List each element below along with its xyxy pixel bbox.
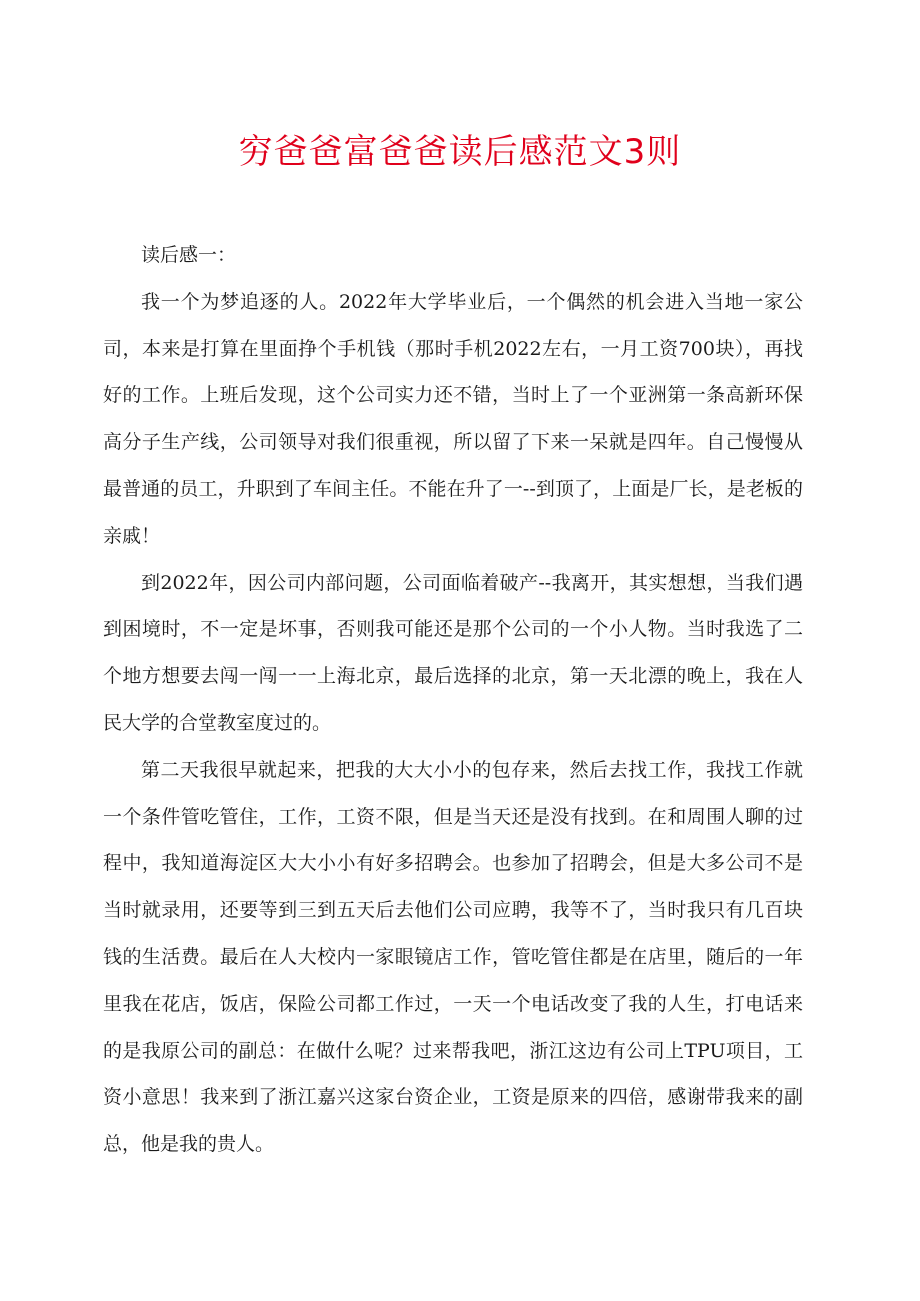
section-label: 读后感一： — [141, 244, 237, 266]
paragraph-3: 第二天我很早就起来，把我的大大小小的包存来，然后去找工作，我找工作就一个条件管吃管住，工作，工资不限，但是当天还是没有找到。在和周围人聊的过程中，我知道海淀区大大小小有好多招聘会。也参加了招聘会，但是大多公司不是当时就录用，还要等到三到五天后去他们公司应聘，我等不了，当时我只有几百块钱的生活费。最后在人大校内一家眼镜店工作，管吃管住都是在店里，随后的一年里我在花店，饭店，保险公司都工作过，一天一个电话改变了我的人生，打电话来的是我原公司的副总：在做什么呢？过来帮我吧，浙江这边有公司上TPU项目，工资小意思！我来到了浙江嘉兴这家台资企业，工资是原来的四倍，感谢带我来的副总，他是我的贵人。 — [103, 758, 803, 1156]
paragraph-2: 到2022年，因公司内部问题，公司面临着破产--我离开，其实想想，当我们遇到困境时，不一定是坏事，否则我可能还是那个公司的一个小人物。当时我选了二个地方想要去闯一闯一一上海北京，最后选择的北京，第一天北漂的晚上，我在人民大学的合堂教室度过的。 — [103, 571, 803, 734]
document-body — [103, 232, 803, 1168]
paragraph-1: 我一个为梦追逐的人。2022年大学毕业后，一个偶然的机会进入当地一家公司，本来是打算在里面挣个手机钱（那时手机2022左右，一月工资700块），再找好的工作。上班后发现，这个公司实力还不错，当时上了一个亚洲第一条高新环保高分子生产线，公司领导对我们很重视，所以留了下来一呆就是四年。自己慢慢从最普通的员工，升职到了车间主任。不能在升了一--到顶了，上面是厂长，是老板的亲戚！ — [103, 290, 803, 547]
document-title: 穷爸爸富爸爸读后感范文3则 — [238, 132, 682, 172]
